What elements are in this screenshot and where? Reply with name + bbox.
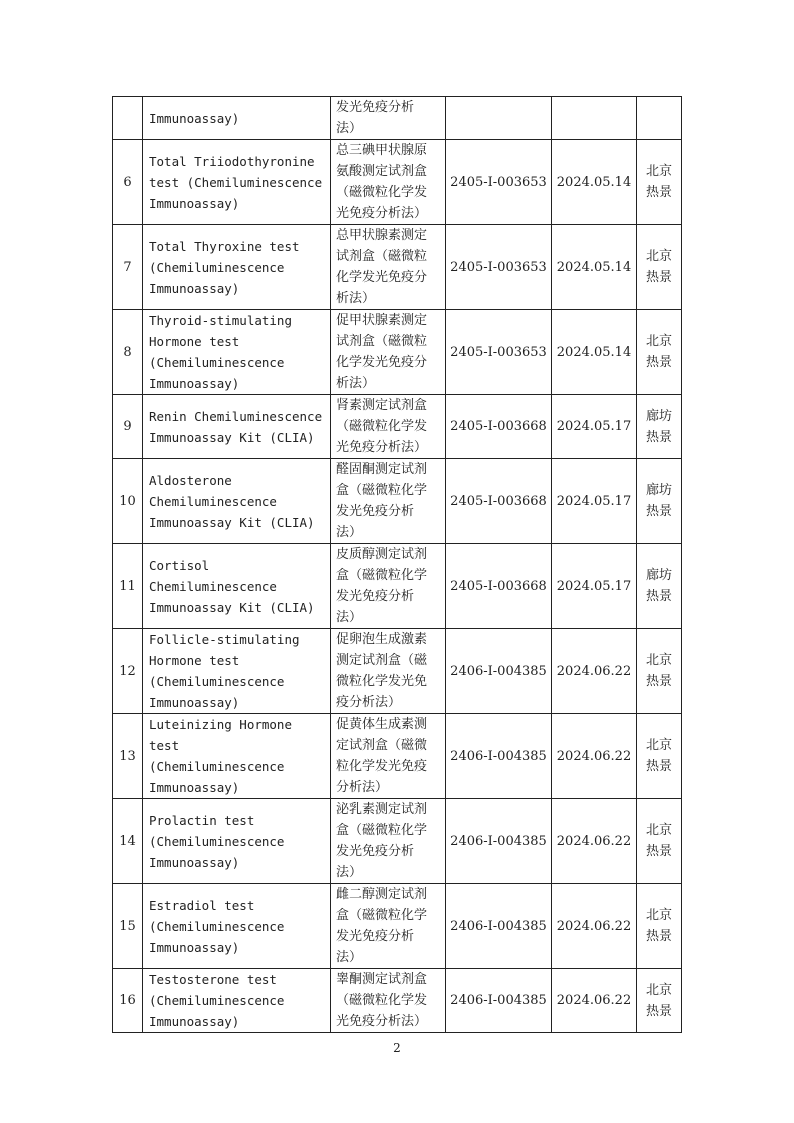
product-name-english: Luteinizing Hormone test (Chemiluminescence Immunoassay) xyxy=(143,714,331,799)
manufacturer-location: 北京 热景 xyxy=(637,310,682,395)
product-name-chinese: 总甲状腺素测定 试剂盒（磁微粒 化学发光免疫分 析法） xyxy=(331,225,446,310)
product-name-chinese: 发光免疫分析 法） xyxy=(331,97,446,140)
product-name-chinese: 促黄体生成素测 定试剂盒（磁微 粒化学发光免疫 分析法） xyxy=(331,714,446,799)
manufacturer-location: 北京 热景 xyxy=(637,884,682,969)
table-row xyxy=(113,97,682,140)
product-name-chinese: 促甲状腺素测定 试剂盒（磁微粒 化学发光免疫分 析法） xyxy=(331,310,446,395)
product-name-chinese: 皮质醇测定试剂 盒（磁微粒化学 发光免疫分析 法） xyxy=(331,544,446,629)
registration-number: 2405-I-003653 xyxy=(446,140,552,225)
registration-number: 2406-I-004385 xyxy=(446,969,552,1033)
row-number xyxy=(113,97,143,140)
row-number: 15 xyxy=(113,884,143,969)
approval-date: 2024.06.22 xyxy=(552,629,637,714)
product-name-chinese: 促卵泡生成激素 测定试剂盒（磁 微粒化学发光免 疫分析法） xyxy=(331,629,446,714)
product-name-english: Estradiol test (Chemiluminescence Immunoassay) xyxy=(143,884,331,969)
registration-number: 2405-I-003668 xyxy=(446,459,552,544)
row-number: 8 xyxy=(113,310,143,395)
row-number: 10 xyxy=(113,459,143,544)
approval-date: 2024.06.22 xyxy=(552,969,637,1033)
registration-number: 2406-I-004385 xyxy=(446,799,552,884)
approval-date: 2024.06.22 xyxy=(552,799,637,884)
row-number: 9 xyxy=(113,395,143,459)
approval-date: 2024.05.14 xyxy=(552,140,637,225)
approval-date xyxy=(552,97,637,140)
manufacturer-location: 北京 热景 xyxy=(637,140,682,225)
table-row xyxy=(113,799,682,884)
product-name-english: Total Triiodothyronine test (Chemiluminescence Immunoassay) xyxy=(143,140,331,225)
manufacturer-location: 廊坊 热景 xyxy=(637,459,682,544)
table-row xyxy=(113,969,682,1033)
product-name-english: Thyroid-stimulating Hormone test (Chemiluminescence Immunoassay) xyxy=(143,310,331,395)
manufacturer-location: 北京 热景 xyxy=(637,225,682,310)
manufacturer-location: 北京 热景 xyxy=(637,969,682,1033)
row-number: 11 xyxy=(113,544,143,629)
product-registration-table xyxy=(112,96,682,1033)
product-name-chinese: 总三碘甲状腺原 氨酸测定试剂盒 （磁微粒化学发 光免疫分析法） xyxy=(331,140,446,225)
product-name-chinese: 睾酮测定试剂盒 （磁微粒化学发 光免疫分析法） xyxy=(331,969,446,1033)
registration-number: 2406-I-004385 xyxy=(446,714,552,799)
row-number: 14 xyxy=(113,799,143,884)
row-number: 6 xyxy=(113,140,143,225)
row-number: 12 xyxy=(113,629,143,714)
registration-number: 2406-I-004385 xyxy=(446,629,552,714)
table-row xyxy=(113,310,682,395)
table-row xyxy=(113,884,682,969)
approval-date: 2024.06.22 xyxy=(552,884,637,969)
table-row xyxy=(113,140,682,225)
manufacturer-location: 北京 热景 xyxy=(637,714,682,799)
approval-date: 2024.05.14 xyxy=(552,225,637,310)
row-number: 16 xyxy=(113,969,143,1033)
manufacturer-location xyxy=(637,97,682,140)
registration-number xyxy=(446,97,552,140)
product-name-english: Follicle-stimulating Hormone test (Chemiluminescence Immunoassay) xyxy=(143,629,331,714)
table-row xyxy=(113,395,682,459)
product-name-chinese: 醛固酮测定试剂 盒（磁微粒化学 发光免疫分析 法） xyxy=(331,459,446,544)
registration-number: 2405-I-003668 xyxy=(446,395,552,459)
manufacturer-location: 北京 热景 xyxy=(637,629,682,714)
page-number: 2 xyxy=(393,1041,401,1055)
product-name-english: Immunoassay) xyxy=(143,97,331,140)
table-row xyxy=(113,225,682,310)
product-name-chinese: 雌二醇测定试剂 盒（磁微粒化学 发光免疫分析 法） xyxy=(331,884,446,969)
product-name-english: Cortisol Chemiluminescence Immunoassay Kit (CLIA) xyxy=(143,544,331,629)
approval-date: 2024.05.14 xyxy=(552,310,637,395)
registration-number: 2405-I-003668 xyxy=(446,544,552,629)
manufacturer-location: 廊坊 热景 xyxy=(637,395,682,459)
approval-date: 2024.05.17 xyxy=(552,395,637,459)
table-row xyxy=(113,459,682,544)
product-name-english: Prolactin test (Chemiluminescence Immunoassay) xyxy=(143,799,331,884)
row-number: 13 xyxy=(113,714,143,799)
registration-number: 2405-I-003653 xyxy=(446,310,552,395)
manufacturer-location: 廊坊 热景 xyxy=(637,544,682,629)
approval-date: 2024.05.17 xyxy=(552,459,637,544)
product-name-english: Testosterone test (Chemiluminescence Immunoassay) xyxy=(143,969,331,1033)
table-row xyxy=(113,714,682,799)
manufacturer-location: 北京 热景 xyxy=(637,799,682,884)
product-name-english: Renin Chemiluminescence Immunoassay Kit (CLIA) xyxy=(143,395,331,459)
product-name-chinese: 肾素测定试剂盒 （磁微粒化学发 光免疫分析法） xyxy=(331,395,446,459)
table-body xyxy=(113,97,682,1033)
row-number: 7 xyxy=(113,225,143,310)
product-name-english: Total Thyroxine test (Chemiluminescence Immunoassay) xyxy=(143,225,331,310)
table-row xyxy=(113,544,682,629)
product-name-english: Aldosterone Chemiluminescence Immunoassay Kit (CLIA) xyxy=(143,459,331,544)
approval-date: 2024.05.17 xyxy=(552,544,637,629)
registration-number: 2406-I-004385 xyxy=(446,884,552,969)
product-name-chinese: 泌乳素测定试剂 盒（磁微粒化学 发光免疫分析 法） xyxy=(331,799,446,884)
table-row xyxy=(113,629,682,714)
approval-date: 2024.06.22 xyxy=(552,714,637,799)
registration-number: 2405-I-003653 xyxy=(446,225,552,310)
